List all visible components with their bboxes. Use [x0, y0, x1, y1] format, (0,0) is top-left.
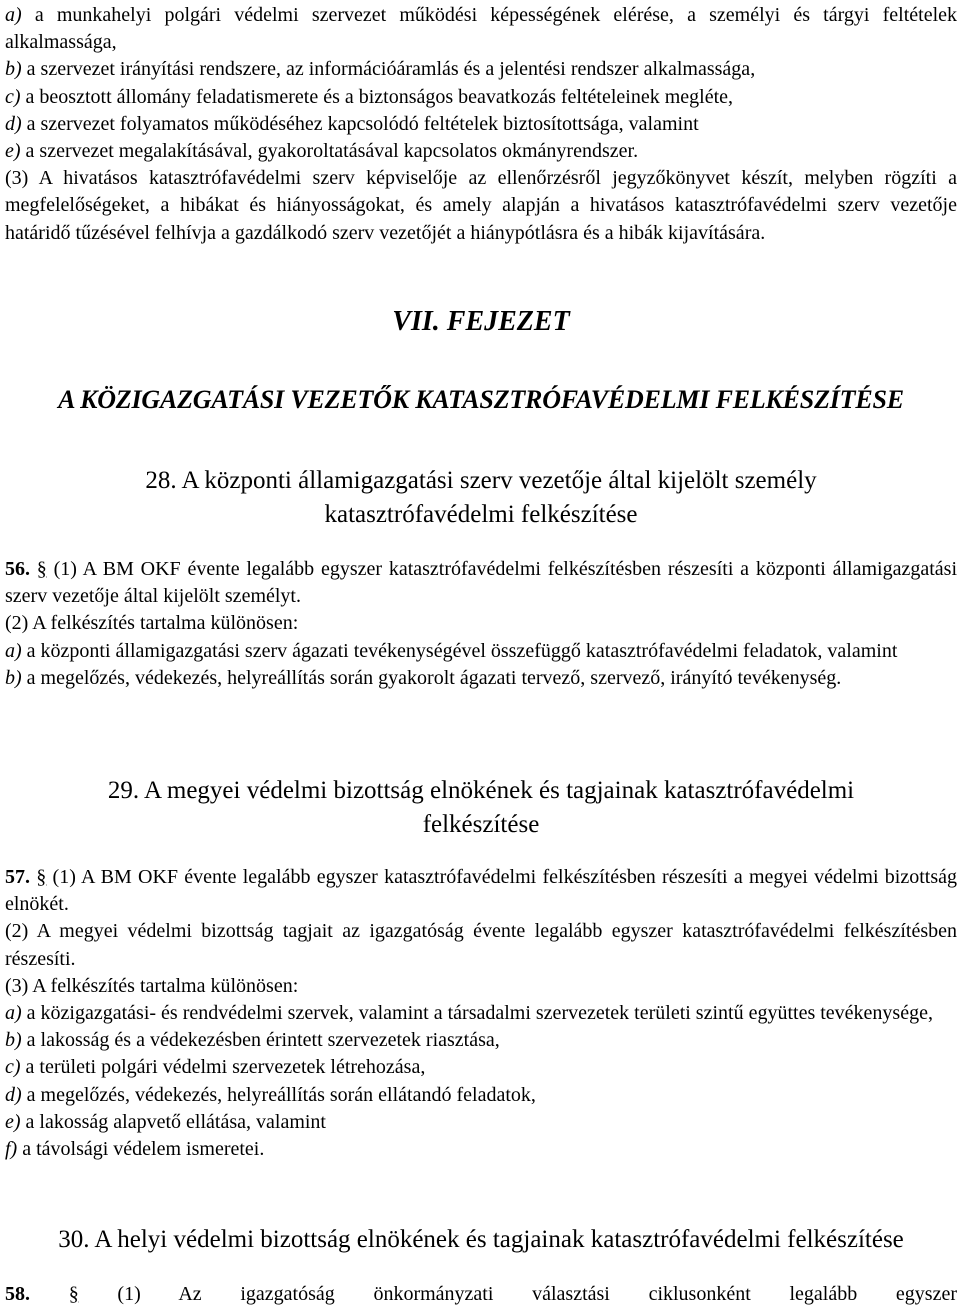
article-56-para-2: (2) A felkészítés tartalma különösen:	[5, 612, 299, 635]
list-item: e) a szervezet megalakításával, gyakoroltatásával kapcsolatos okmányrendszer.	[5, 140, 639, 163]
list-item: e) a lakosság alapvető ellátása, valamint	[5, 1110, 326, 1133]
item-label: d)	[5, 112, 22, 135]
list-item: b) a lakosság és a védekezésben érintett szervezetek riasztása,	[5, 1029, 500, 1052]
item-label: a)	[5, 4, 22, 26]
item-label: e)	[5, 140, 21, 163]
section-28-title: 28. A központi államigazgatási szerv vezetője által kijelölt személy katasztrófavédelmi felkészítése	[145, 467, 817, 528]
article-58-para-1: 58. § (1) Az igazgatóság önkormányzati választási ciklusonként legalább egyszer	[5, 1283, 957, 1305]
list-item: d) a szervezet folyamatos működéséhez kapcsolódó feltételek biztosítottsága, valamint	[5, 112, 699, 135]
article-56-para-1: 56. § (1) A BM OKF évente legalább egyszer katasztrófavédelmi felkészítésben részesíti a központi államigazgatási szerv vezetője által kijelölt személyt.	[5, 558, 958, 608]
section-sign: §	[36, 558, 47, 580]
list-item: a) a munkahelyi polgári védelmi szervezet működési képességének elérése, a személyi és tárgyi feltételek alkalmassága,	[5, 4, 957, 54]
list-item: f) a távolsági védelem ismeretei.	[5, 1138, 265, 1161]
article-57-para-1: 57. § (1) A BM OKF évente legalább egyszer katasztrófavédelmi felkészítésben részesíti a megyei védelmi bizottság elnökét.	[5, 866, 957, 916]
section-29-title: 29. A megyei védelmi bizottság elnökének és tagjainak katasztrófavédelmi felkészítése	[107, 777, 855, 838]
section-sign: §	[68, 1283, 79, 1305]
chapter-heading: VII. FEJEZET	[392, 306, 570, 337]
section-30-title: 30. A helyi védelmi bizottság elnökének és tagjainak katasztrófavédelmi felkészítése	[58, 1226, 904, 1253]
list-item: b) a megelőzés, védekezés, helyreállítás során gyakorolt ágazati tervező, szervező, irányító tevékenység.	[5, 666, 842, 689]
top-list	[5, 2, 957, 247]
article-57	[5, 864, 957, 1163]
item-label: a)	[5, 1002, 22, 1025]
item-label: a)	[5, 639, 22, 662]
article-58	[5, 1281, 957, 1308]
item-label: b)	[5, 58, 22, 81]
list-item: a) a közigazgatási- és rendvédelmi szervek, valamint a társadalmi szervezetek területi szintű együttes tevékenysége,	[5, 1002, 933, 1025]
item-label: f)	[5, 1138, 18, 1161]
paragraph-3: (3) A hivatásos katasztrófavédelmi szerv képviselője az ellenőrzésről jegyzőkönyvet készít, melyben rögzíti a megfelelőségeket, a hibákat és hiányosságokat, és amely alapján a hivatásos katasztrófavédelmi szerv vezetője határidő tűzésével felhívja a gazdálkodó szerv vezetőjét a hiánypótlásra és a hibák kijavítására.	[5, 167, 957, 244]
item-label: b)	[5, 1029, 22, 1052]
list-item: c) a területi polgári védelmi szervezetek létrehozása,	[5, 1056, 426, 1079]
section-sign: §	[36, 866, 47, 888]
item-label: e)	[5, 1110, 21, 1133]
chapter-title: A KÖZIGAZGATÁSI VEZETŐK KATASZTRÓFAVÉDELMI FELKÉSZÍTÉSE	[58, 385, 904, 414]
article-57-para-3: (3) A felkészítés tartalma különösen:	[5, 974, 299, 997]
article-57-para-2: (2) A megyei védelmi bizottság tagjait az igazgatóság évente legalább egyszer katasztrófavédelmi felkészítésben részesíti.	[5, 920, 957, 970]
item-label: c)	[5, 85, 21, 108]
article-number: 58.	[5, 1283, 30, 1305]
article-number: 56.	[5, 558, 30, 580]
document-page	[5, 0, 957, 1312]
list-item: b) a szervezet irányítási rendszere, az információáramlás és a jelentési rendszer alkalmassága,	[5, 58, 756, 81]
item-label: c)	[5, 1056, 21, 1079]
list-item: d) a megelőzés, védekezés, helyreállítás során ellátandó feladatok,	[5, 1083, 536, 1106]
article-56	[5, 556, 957, 692]
item-label: b)	[5, 666, 22, 689]
article-number: 57.	[5, 866, 30, 888]
list-item: c) a beosztott állomány feladatismerete és a biztonságos beavatkozás feltételeinek megléte,	[5, 85, 734, 108]
list-item: a) a központi államigazgatási szerv ágazati tevékenységével összefüggő katasztrófavédelmi feladatok, valamint	[5, 639, 898, 662]
item-label: d)	[5, 1083, 22, 1106]
